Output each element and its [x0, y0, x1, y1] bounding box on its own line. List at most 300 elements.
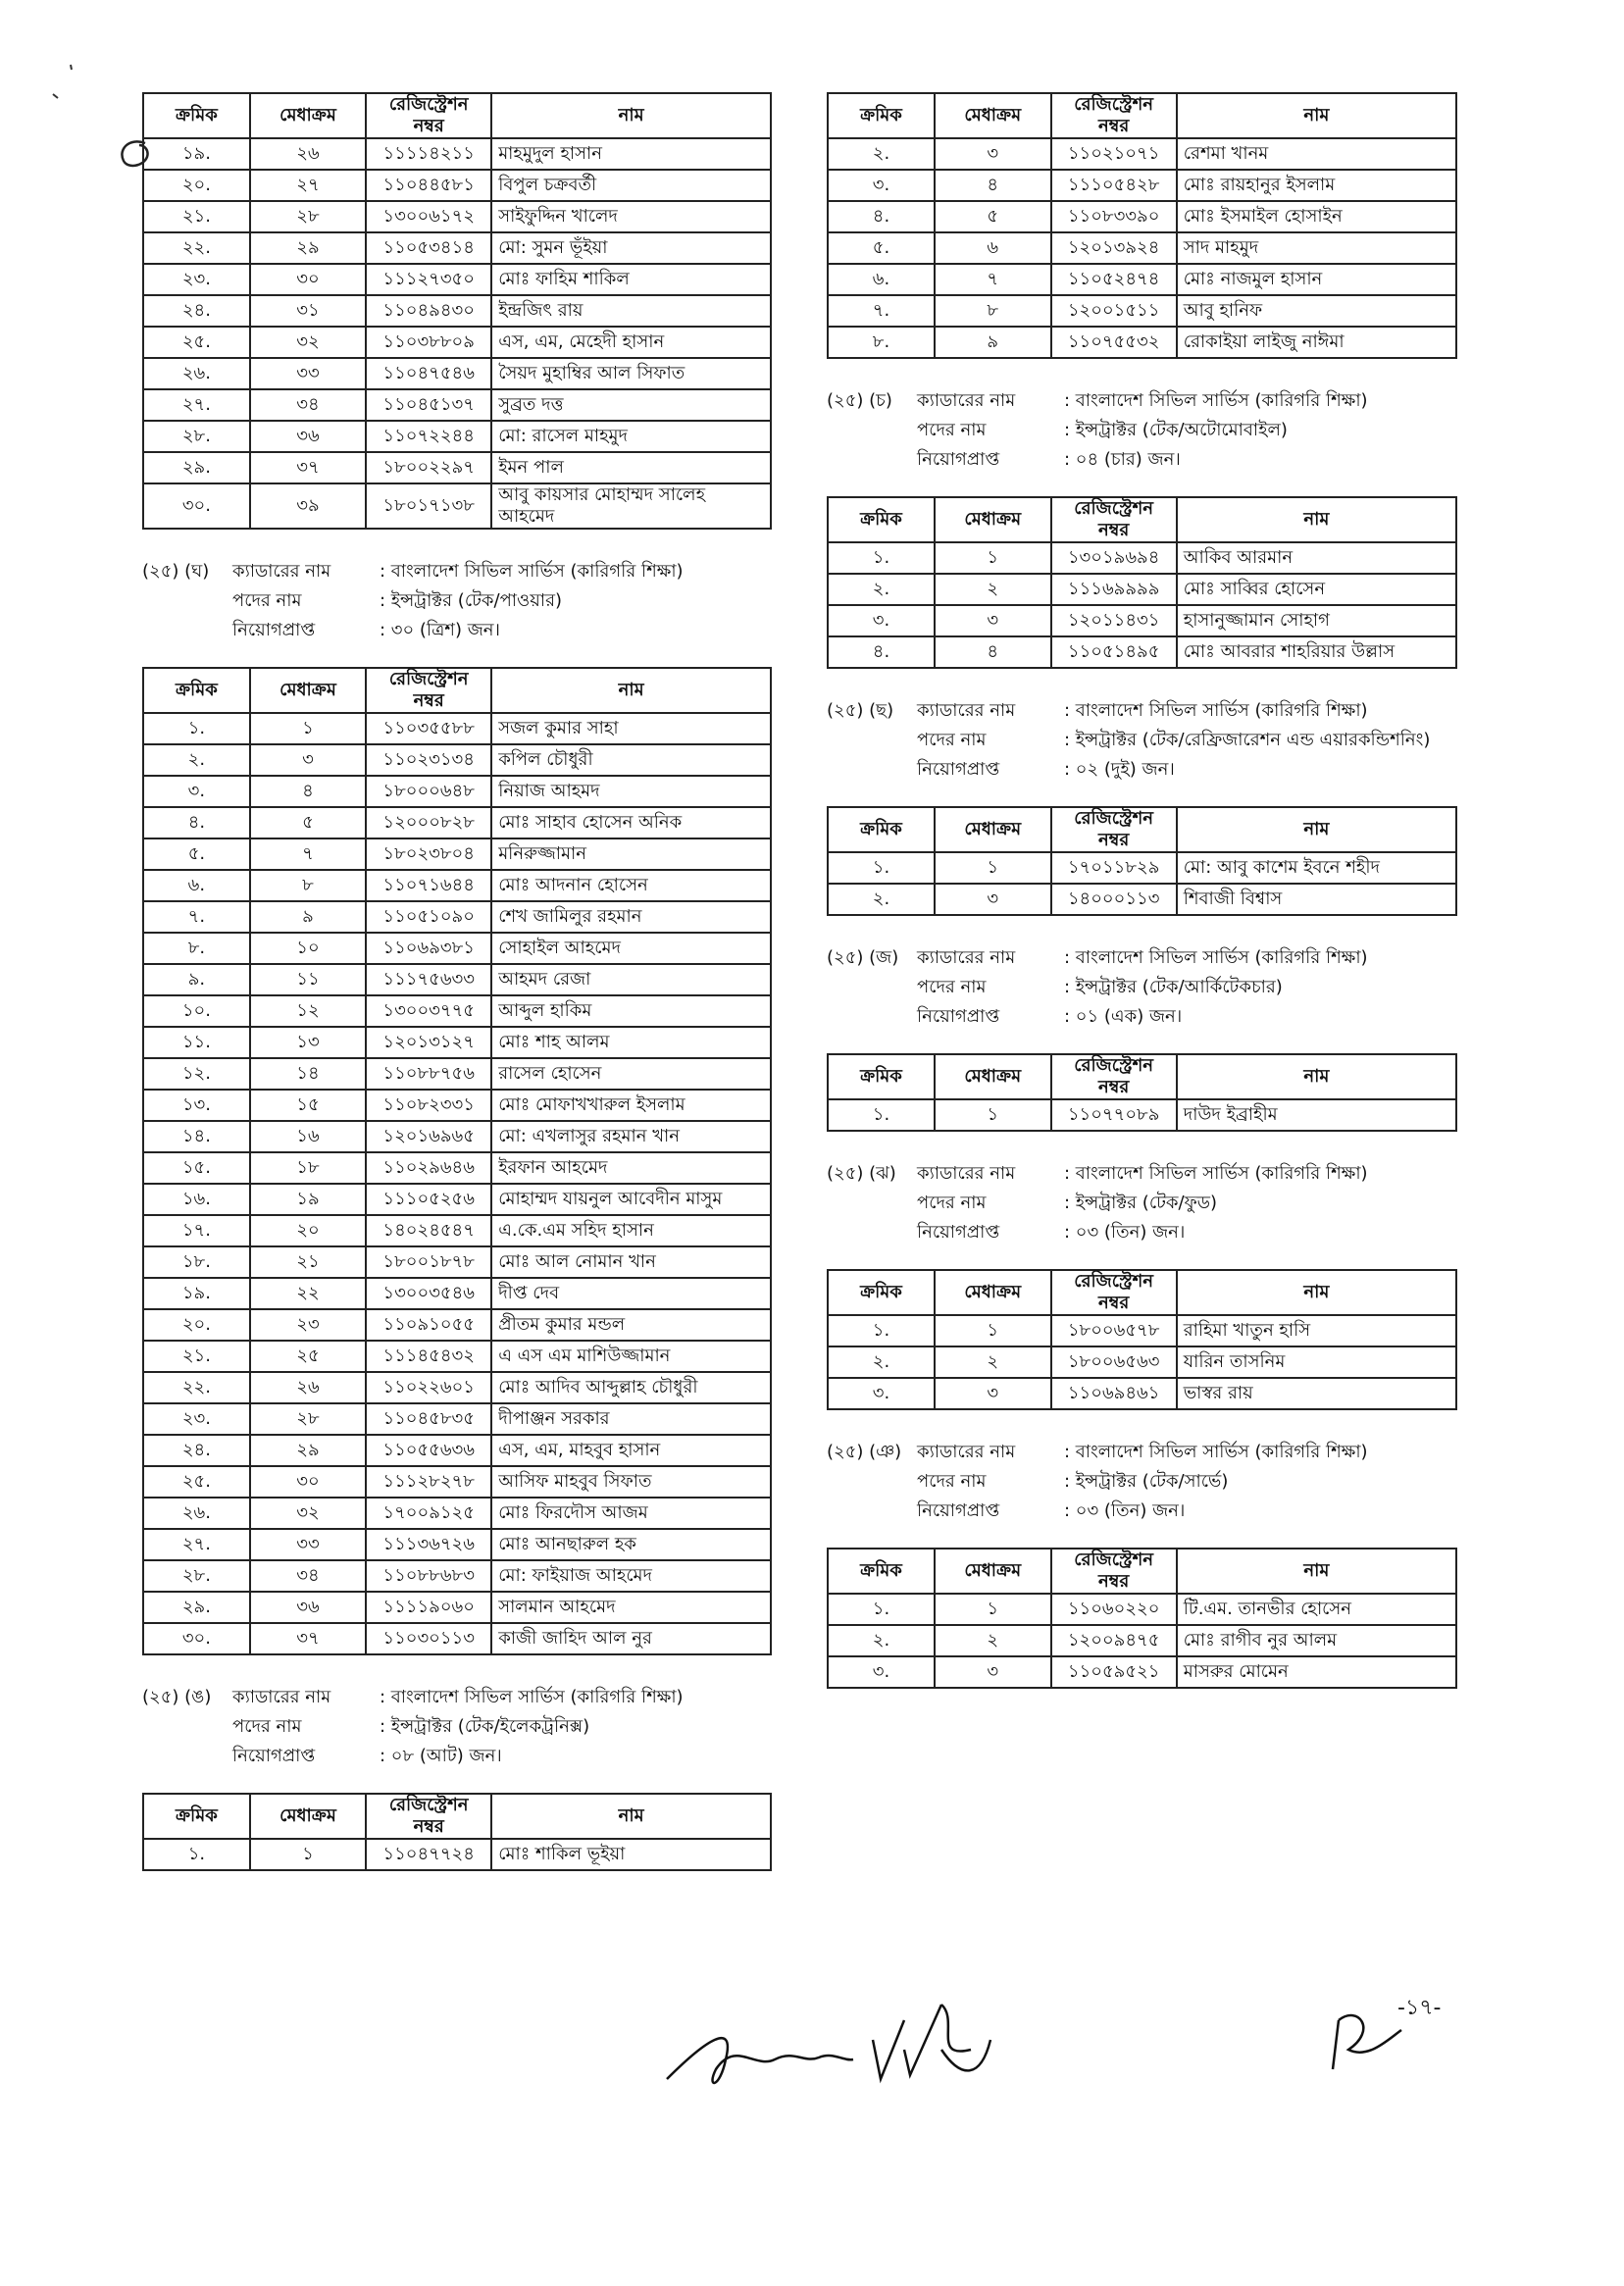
column-header: ক্রমিক — [828, 93, 935, 138]
table-row — [143, 995, 771, 1027]
section-code — [827, 755, 917, 785]
merit-cell: ১ — [250, 1839, 366, 1870]
count-row — [142, 1742, 772, 1771]
serial-cell: ৮. — [143, 933, 250, 964]
column-header: রেজিস্ট্রেশন নম্বর — [1051, 497, 1177, 542]
registration-cell: ১১১২৮২৭৮ — [366, 1466, 491, 1498]
section-code: (২৫) (চ) — [827, 390, 892, 411]
table-row — [143, 1246, 771, 1278]
registration-cell: ১২০০০৮২৮ — [366, 807, 491, 838]
name-cell: মোঃ আবরার শাহরিয়ার উল্লাস — [1177, 636, 1456, 668]
merit-cell: ৫ — [935, 201, 1051, 232]
table-row — [828, 1594, 1456, 1625]
table-row — [143, 1058, 771, 1090]
table-row — [143, 452, 771, 483]
table-row — [143, 1121, 771, 1152]
section-code — [142, 586, 232, 616]
table-row — [828, 1099, 1456, 1131]
name-cell: শেখ জামিলুর রহমান — [491, 901, 771, 933]
column-header: ক্রমিক — [143, 93, 250, 138]
table-row — [143, 1027, 771, 1058]
field-label: ক্যাডারের নাম — [917, 390, 1016, 411]
serial-cell: ৪. — [828, 636, 935, 668]
name-cell: ভাস্বর রায় — [1177, 1378, 1456, 1409]
serial-cell: ২৪. — [143, 1435, 250, 1466]
table-row — [143, 1184, 771, 1215]
merit-cell: ৩৭ — [250, 452, 366, 483]
table-row — [143, 807, 771, 838]
registration-cell: ১১০৪৫১৩৭ — [366, 389, 491, 421]
margin-circle-mark — [116, 135, 155, 175]
field-value: : বাংলাদেশ সিভিল সার্ভিস (কারিগরি শিক্ষা) — [380, 1687, 684, 1707]
field-value: : বাংলাদেশ সিভিল সার্ভিস (কারিগরি শিক্ষা) — [1064, 390, 1368, 411]
serial-cell: ২৬. — [143, 358, 250, 389]
merit-cell: ২২ — [250, 1278, 366, 1309]
serial-cell: ২৯. — [143, 1592, 250, 1623]
serial-cell: ৪. — [828, 201, 935, 232]
table-row — [143, 170, 771, 201]
merit-cell: ৮ — [250, 870, 366, 901]
merit-cell: ২১ — [250, 1246, 366, 1278]
name-cell: দীপাঞ্জন সরকার — [491, 1403, 771, 1435]
merit-cell: ৩২ — [250, 1498, 366, 1529]
column-header: নাম — [491, 93, 771, 138]
table-row — [828, 605, 1456, 636]
registration-cell: ১৪০২৪৫৪৭ — [366, 1215, 491, 1246]
field-value: : ০২ (দুই) জন। — [1064, 759, 1175, 780]
merit-cell: ২৮ — [250, 1403, 366, 1435]
merit-cell: ১০ — [250, 933, 366, 964]
table-row — [143, 776, 771, 807]
name-cell: সাইফুদ্দিন খালেদ — [491, 201, 771, 232]
merit-cell: ৩ — [250, 744, 366, 776]
registration-cell: ১৮০২৩৮০৪ — [366, 838, 491, 870]
field-value: : ০৮ (আট) জন। — [380, 1746, 502, 1766]
registration-cell: ১১০৩০১১৩ — [366, 1623, 491, 1654]
serial-cell: ৩. — [828, 1378, 935, 1409]
name-cell: আব্দুল হাকিম — [491, 995, 771, 1027]
serial-cell: ১. — [828, 1315, 935, 1346]
registration-cell: ১৩০০৩৫৪৬ — [366, 1278, 491, 1309]
table-row — [828, 574, 1456, 605]
table-row — [143, 1403, 771, 1435]
registration-cell: ১১১১৯০৬০ — [366, 1592, 491, 1623]
name-cell: রোকাইয়া লাইজু নাঈমা — [1177, 327, 1456, 358]
serial-cell: ৩০. — [143, 1623, 250, 1654]
merit-cell: ৭ — [935, 264, 1051, 295]
table-row — [143, 1435, 771, 1466]
registration-cell: ১১০৮৮৬৮৩ — [366, 1560, 491, 1592]
column-header: ক্রমিক — [828, 1270, 935, 1315]
registration-cell: ১১০৭২২৪৪ — [366, 421, 491, 452]
serial-cell: ২১. — [143, 1341, 250, 1372]
registration-cell: ১৮০০৬৫৭৮ — [1051, 1315, 1177, 1346]
field-label: ক্যাডারের নাম — [917, 1442, 1016, 1462]
table-row — [143, 901, 771, 933]
table-row — [143, 483, 771, 529]
right-column — [827, 92, 1457, 1689]
field-label: ক্যাডারের নাম — [917, 947, 1016, 968]
name-cell: কাজী জাহিদ আল নুর — [491, 1623, 771, 1654]
registration-cell: ১১০৩৫৫৮৮ — [366, 713, 491, 744]
column-header: রেজিস্ট্রেশন নম্বর — [1051, 93, 1177, 138]
registration-cell: ১১০৯১০৫৫ — [366, 1309, 491, 1341]
serial-cell: ২০. — [143, 170, 250, 201]
serial-cell: ১২. — [143, 1058, 250, 1090]
name-cell: মোহাম্মদ যায়নুল আবেদীন মাসুম — [491, 1184, 771, 1215]
field-value: : বাংলাদেশ সিভিল সার্ভিস (কারিগরি শিক্ষা) — [380, 561, 684, 582]
registration-cell: ১১০৪৫৮৩৫ — [366, 1403, 491, 1435]
merit-cell: ৩৪ — [250, 389, 366, 421]
merit-table — [827, 496, 1457, 669]
merit-cell: ১ — [935, 1099, 1051, 1131]
cadre-row — [142, 1683, 772, 1712]
field-label: ক্যাডারের নাম — [232, 561, 331, 582]
section-info-umo — [142, 1683, 772, 1771]
registration-cell: ১১০৭৭০৮৯ — [1051, 1099, 1177, 1131]
column-header: রেজিস্ট্রেশন নম্বর — [1051, 1549, 1177, 1594]
field-label: নিয়োগপ্রাপ্ত — [917, 449, 1000, 470]
name-cell: মোঃ আদনান হোসেন — [491, 870, 771, 901]
name-cell: মোঃ শাহ আলম — [491, 1027, 771, 1058]
column-header: মেধাক্রম — [935, 1054, 1051, 1099]
field-label: নিয়োগপ্রাপ্ত — [917, 1222, 1000, 1243]
table-row — [828, 1656, 1456, 1688]
table-row — [828, 232, 1456, 264]
merit-cell: ৩০ — [250, 1466, 366, 1498]
serial-cell: ২৮. — [143, 421, 250, 452]
serial-cell: ১৬. — [143, 1184, 250, 1215]
merit-cell: ২৩ — [250, 1309, 366, 1341]
column-header: নাম — [1177, 1270, 1456, 1315]
merit-cell: ১৯ — [250, 1184, 366, 1215]
merit-cell: ১ — [935, 1594, 1051, 1625]
field-label: নিয়োগপ্রাপ্ত — [917, 759, 1000, 780]
merit-cell: ৪ — [935, 170, 1051, 201]
column-header: ক্রমিক — [828, 497, 935, 542]
serial-cell: ৩. — [828, 605, 935, 636]
field-label: নিয়োগপ্রাপ্ত — [232, 620, 316, 640]
count-row — [827, 1497, 1457, 1526]
column-header: রেজিস্ট্রেশন নম্বর — [1051, 807, 1177, 852]
column-header: ক্রমিক — [828, 807, 935, 852]
field-label: ক্যাডারের নাম — [917, 1163, 1016, 1184]
merit-cell: ৪ — [935, 636, 1051, 668]
registration-cell: ১১০৩৮৮০৯ — [366, 327, 491, 358]
section-code — [827, 1189, 917, 1218]
serial-cell: ২৫. — [143, 327, 250, 358]
column-header: মেধাক্রম — [935, 1270, 1051, 1315]
registration-cell: ১১০৮২৩৩১ — [366, 1090, 491, 1121]
count-row — [827, 1218, 1457, 1247]
field-value: : বাংলাদেশ সিভিল সার্ভিস (কারিগরি শিক্ষা) — [1064, 700, 1368, 721]
field-value: : ইন্সট্রাক্টর (টেক/সার্ভে) — [1064, 1471, 1229, 1492]
table-row — [143, 964, 771, 995]
merit-cell: ১৮ — [250, 1152, 366, 1184]
column-header: মেধাক্রম — [935, 1549, 1051, 1594]
column-header: রেজিস্ট্রেশন নম্বর — [366, 93, 491, 138]
registration-cell: ১১০৬০২২০ — [1051, 1594, 1177, 1625]
table-row — [143, 1309, 771, 1341]
merit-table — [142, 92, 772, 530]
post-row — [827, 726, 1457, 755]
table-row — [828, 295, 1456, 327]
name-cell: মোঃ সাহাব হোসেন অনিক — [491, 807, 771, 838]
section-code: (২৫) (ঙ) — [142, 1687, 212, 1707]
name-cell: মো: আবু কাশেম ইবনে শহীদ — [1177, 852, 1456, 884]
registration-cell: ১৮০১৭১৩৮ — [366, 483, 491, 529]
merit-cell: ৩ — [935, 138, 1051, 170]
name-cell: কপিল চৌধুরী — [491, 744, 771, 776]
table-row — [143, 1529, 771, 1560]
merit-cell: ২৯ — [250, 232, 366, 264]
merit-cell: ৩৬ — [250, 421, 366, 452]
post-row — [827, 1189, 1457, 1218]
merit-cell: ৪ — [250, 776, 366, 807]
serial-cell: ২৪. — [143, 295, 250, 327]
section-code — [827, 445, 917, 475]
serial-cell: ২৩. — [143, 264, 250, 295]
name-cell: হাসানুজ্জামান সোহাগ — [1177, 605, 1456, 636]
merit-cell: ৭ — [250, 838, 366, 870]
field-label: ক্যাডারের নাম — [232, 1687, 331, 1707]
table-row — [143, 295, 771, 327]
merit-cell: ২ — [935, 1625, 1051, 1656]
serial-cell: ২. — [828, 574, 935, 605]
column-header: রেজিস্ট্রেশন নম্বর — [1051, 1054, 1177, 1099]
table-row — [143, 1152, 771, 1184]
merit-cell: ১৩ — [250, 1027, 366, 1058]
field-label: পদের নাম — [917, 730, 987, 750]
registration-cell: ১১০৪৭৭২৪ — [366, 1839, 491, 1870]
column-header: মেধাক্রম — [250, 93, 366, 138]
section-info-ja — [827, 943, 1457, 1032]
table-row — [143, 870, 771, 901]
name-cell: সাদ মাহমুদ — [1177, 232, 1456, 264]
column-header: রেজিস্ট্রেশন নম্বর — [366, 1794, 491, 1839]
name-cell: ইন্দ্রজিৎ রায় — [491, 295, 771, 327]
merit-cell: ৩৬ — [250, 1592, 366, 1623]
section-code — [827, 726, 917, 755]
serial-cell: ২. — [143, 744, 250, 776]
column-header: ক্রমিক — [143, 1794, 250, 1839]
name-cell: যারিন তাসনিম — [1177, 1346, 1456, 1378]
post-row — [827, 416, 1457, 445]
column-header: নাম — [1177, 93, 1456, 138]
header-row — [828, 1549, 1456, 1594]
table-row — [828, 170, 1456, 201]
table-row — [143, 1623, 771, 1654]
name-cell: রেশমা খানম — [1177, 138, 1456, 170]
merit-cell: ৩ — [935, 1378, 1051, 1409]
column-header: রেজিস্ট্রেশন নম্বর — [366, 668, 491, 713]
registration-cell: ১১১৩৬৭২৬ — [366, 1529, 491, 1560]
serial-cell: ১০. — [143, 995, 250, 1027]
registration-cell: ১৪০০০১১৩ — [1051, 884, 1177, 915]
merit-cell: ১২ — [250, 995, 366, 1027]
name-cell: আবু হানিফ — [1177, 295, 1456, 327]
column-header: নাম — [1177, 1054, 1456, 1099]
merit-cell: ৩১ — [250, 295, 366, 327]
registration-cell: ১২০১৩৯২৪ — [1051, 232, 1177, 264]
column-header: নাম — [1177, 1549, 1456, 1594]
name-cell: মোঃ ফিরদৌস আজম — [491, 1498, 771, 1529]
serial-cell: ১৪. — [143, 1121, 250, 1152]
registration-cell: ১৮০০২২৯৭ — [366, 452, 491, 483]
cadre-row — [827, 943, 1457, 973]
field-value: : ইন্সট্রাক্টর (টেক/অটোমোবাইল) — [1064, 420, 1288, 440]
section-code: (২৫) (জ) — [827, 947, 899, 968]
name-cell: সোহাইল আহমেদ — [491, 933, 771, 964]
post-row — [142, 1712, 772, 1742]
merit-cell: ৯ — [935, 327, 1051, 358]
merit-cell: ২ — [935, 1346, 1051, 1378]
column-header: মেধাক্রম — [935, 497, 1051, 542]
name-cell: আসিফ মাহবুব সিফাত — [491, 1466, 771, 1498]
serial-cell: ২. — [828, 1346, 935, 1378]
field-value: : ০৩ (তিন) জন। — [1064, 1222, 1186, 1243]
serial-cell: ১৩. — [143, 1090, 250, 1121]
merit-cell: ২৬ — [250, 1372, 366, 1403]
table-row — [828, 1346, 1456, 1378]
column-header: মেধাক্রম — [935, 807, 1051, 852]
column-header: ক্রমিক — [143, 668, 250, 713]
registration-cell: ১৮০০১৮৭৮ — [366, 1246, 491, 1278]
cadre-row — [827, 386, 1457, 416]
name-cell: মোঃ রাগীব নুর আলম — [1177, 1625, 1456, 1656]
registration-cell: ১২০০৯৪৭৫ — [1051, 1625, 1177, 1656]
serial-cell: ১. — [143, 713, 250, 744]
column-header: মেধাক্রম — [250, 1794, 366, 1839]
registration-cell: ১১০৫৫৬৩৬ — [366, 1435, 491, 1466]
field-value: : বাংলাদেশ সিভিল সার্ভিস (কারিগরি শিক্ষা) — [1064, 1442, 1368, 1462]
registration-cell: ১১০৪৯৪৩০ — [366, 295, 491, 327]
merit-cell: ৬ — [935, 232, 1051, 264]
cadre-row — [827, 1438, 1457, 1467]
serial-cell: ৯. — [143, 964, 250, 995]
name-cell: এস, এম, মাহবুব হাসান — [491, 1435, 771, 1466]
serial-cell: ২০. — [143, 1309, 250, 1341]
registration-cell: ১২০১৬৯৬৫ — [366, 1121, 491, 1152]
merit-cell: ১৬ — [250, 1121, 366, 1152]
serial-cell: ৩. — [828, 170, 935, 201]
registration-cell: ১১০৭৫৫৩২ — [1051, 327, 1177, 358]
cadre-row — [142, 557, 772, 586]
serial-cell: ১১. — [143, 1027, 250, 1058]
name-cell: সৈয়দ মুহাম্বির আল সিফাত — [491, 358, 771, 389]
name-cell: ইমন পাল — [491, 452, 771, 483]
column-header: নাম — [491, 1794, 771, 1839]
field-label: পদের নাম — [232, 1716, 302, 1737]
section-code: (২৫) (ঞ) — [827, 1442, 902, 1462]
registration-cell: ১১১৭৫৬৩৩ — [366, 964, 491, 995]
column-header: ক্রমিক — [828, 1549, 935, 1594]
field-value: : ০১ (এক) জন। — [1064, 1006, 1183, 1027]
field-label: নিয়োগপ্রাপ্ত — [917, 1006, 1000, 1027]
name-cell: আকিব আরমান — [1177, 542, 1456, 574]
field-label: পদের নাম — [917, 977, 987, 997]
field-value: : বাংলাদেশ সিভিল সার্ভিস (কারিগরি শিক্ষা) — [1064, 947, 1368, 968]
serial-cell: ৮. — [828, 327, 935, 358]
column-header: ক্রমিক — [828, 1054, 935, 1099]
table-row — [143, 1560, 771, 1592]
merit-table — [827, 806, 1457, 916]
name-cell: মোঃ আল নোমান খান — [491, 1246, 771, 1278]
merit-cell: ৩৪ — [250, 1560, 366, 1592]
merit-cell: ২৫ — [250, 1341, 366, 1372]
name-cell: এ.কে.এম সহিদ হাসান — [491, 1215, 771, 1246]
table-row — [828, 264, 1456, 295]
serial-cell: ২২. — [143, 232, 250, 264]
section-code — [827, 1467, 917, 1497]
registration-cell: ১১০৭১৬৪৪ — [366, 870, 491, 901]
merit-cell: ২৬ — [250, 138, 366, 170]
table-row — [828, 542, 1456, 574]
registration-cell: ১৩০১৯৬৯৪ — [1051, 542, 1177, 574]
section-code — [827, 1002, 917, 1032]
registration-cell: ১১০২১০৭১ — [1051, 138, 1177, 170]
registration-cell: ১৮০০০৬৪৮ — [366, 776, 491, 807]
cadre-row — [827, 1159, 1457, 1189]
field-value: : ৩০ (ত্রিশ) জন। — [380, 620, 500, 640]
registration-cell: ১১০৪৪৫৮১ — [366, 170, 491, 201]
name-cell: নিয়াজ আহমদ — [491, 776, 771, 807]
section-code: (২৫) (ঘ) — [142, 561, 210, 582]
name-cell: বিপুল চক্রবর্তী — [491, 170, 771, 201]
name-cell: মোঃ ফাহিম শাকিল — [491, 264, 771, 295]
field-label: পদের নাম — [917, 1193, 987, 1213]
section-code — [142, 616, 232, 645]
table-row — [143, 421, 771, 452]
registration-cell: ১৮০০৬৫৬৩ — [1051, 1346, 1177, 1378]
name-cell: সুব্রত দত্ত — [491, 389, 771, 421]
field-value: : ০৩ (তিন) জন। — [1064, 1500, 1186, 1521]
serial-cell: ১৯. — [143, 138, 250, 170]
serial-cell: ২৭. — [143, 1529, 250, 1560]
name-cell: মো: এখলাসুর রহমান খান — [491, 1121, 771, 1152]
section-code: (২৫) (ঝ) — [827, 1163, 896, 1184]
name-cell: মোঃ আনছারুল হক — [491, 1529, 771, 1560]
registration-cell: ১২০১৩১২৭ — [366, 1027, 491, 1058]
serial-cell: ২৮. — [143, 1560, 250, 1592]
name-cell: মনিরুজ্জামান — [491, 838, 771, 870]
table-row — [143, 1498, 771, 1529]
merit-cell: ২৭ — [250, 170, 366, 201]
name-cell: মো: সুমন ভূঁইয়া — [491, 232, 771, 264]
name-cell: মোঃ ইসমাইল হোসাইন — [1177, 201, 1456, 232]
name-cell: আবু কায়সার মোহাম্মদ সালেহ আহমেদ — [491, 483, 771, 529]
section-info-cha — [827, 386, 1457, 475]
post-row — [827, 973, 1457, 1002]
field-value: : ইন্সট্রাক্টর (টেক/ইলেকট্রনিক্স) — [380, 1716, 590, 1737]
section-code — [827, 1218, 917, 1247]
registration-cell: ১৭০১১৮২৯ — [1051, 852, 1177, 884]
name-cell: সালমান আহমেদ — [491, 1592, 771, 1623]
name-cell: মোঃ রায়হানুর ইসলাম — [1177, 170, 1456, 201]
serial-cell: ২৭. — [143, 389, 250, 421]
section-code — [142, 1742, 232, 1771]
merit-table — [827, 92, 1457, 359]
merit-cell: ২০ — [250, 1215, 366, 1246]
registration-cell: ১১০৬৯৪৬১ — [1051, 1378, 1177, 1409]
merit-cell: ২ — [935, 574, 1051, 605]
table-row — [828, 884, 1456, 915]
field-value: : ইন্সট্রাক্টর (টেক/আর্কিটেকচার) — [1064, 977, 1283, 997]
signature-left — [647, 1981, 1020, 2108]
registration-cell: ১১০৫৯৫২১ — [1051, 1656, 1177, 1688]
name-cell: মাসরুর মোমেন — [1177, 1656, 1456, 1688]
table-row — [143, 358, 771, 389]
